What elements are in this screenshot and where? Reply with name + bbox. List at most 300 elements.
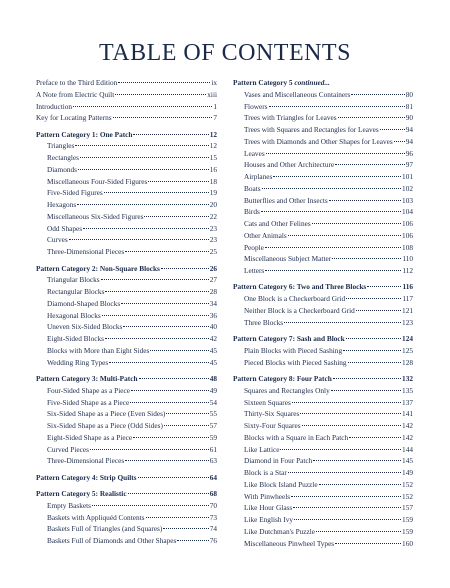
toc-page-number: 101 xyxy=(402,172,413,181)
toc-page-number: 117 xyxy=(402,294,413,304)
dot-leader xyxy=(346,338,401,339)
toc-entry[interactable] xyxy=(36,274,217,286)
toc-entry[interactable] xyxy=(36,89,217,101)
toc-entry-title: Sixty-Four Squares xyxy=(244,421,301,431)
toc-category-heading[interactable] xyxy=(36,373,217,385)
toc-page-number: 22 xyxy=(209,211,217,221)
dot-leader xyxy=(294,519,401,520)
toc-category-heading[interactable] xyxy=(233,373,413,385)
toc-right-column xyxy=(233,77,413,549)
toc-entry-title: Eight-Sided Shape as a Piece xyxy=(47,432,133,442)
dot-leader xyxy=(316,531,401,532)
toc-entry[interactable] xyxy=(233,253,413,265)
dot-leader xyxy=(121,303,209,304)
toc-page-number: 81 xyxy=(405,101,413,111)
dot-leader xyxy=(148,181,208,182)
toc-entry[interactable] xyxy=(36,432,217,444)
toc-entry[interactable] xyxy=(233,89,413,101)
dot-leader xyxy=(105,291,208,292)
toc-page-number: 159 xyxy=(402,515,413,525)
dot-leader xyxy=(131,390,209,391)
toc-page-number: 132 xyxy=(402,374,413,384)
toc-entry[interactable] xyxy=(36,444,217,456)
dot-leader xyxy=(177,540,208,541)
toc-entry[interactable] xyxy=(36,321,217,333)
toc-entry-title: Sixteen Squares xyxy=(244,397,291,407)
dot-leader xyxy=(128,493,209,494)
toc-entry[interactable] xyxy=(233,479,413,491)
dot-leader xyxy=(163,528,208,529)
dot-leader xyxy=(288,235,401,236)
toc-entry-title: Six-Sided Shape as a Piece (Even Sides) xyxy=(47,409,166,419)
toc-page-number: 55 xyxy=(209,409,217,419)
toc-entry[interactable] xyxy=(36,112,217,124)
toc-entry[interactable] xyxy=(233,148,413,160)
toc-page-number: 110 xyxy=(402,254,413,264)
dot-leader xyxy=(150,350,208,351)
toc-entry-title: Eight-Sided Blocks xyxy=(47,334,104,344)
dot-leader xyxy=(73,106,212,107)
toc-page-number: 74 xyxy=(209,524,217,534)
dot-leader xyxy=(90,449,209,450)
dot-leader xyxy=(138,477,209,478)
toc-entry-title: Five-Sided Shape as a Piece xyxy=(47,397,130,407)
toc-page-number: 152 xyxy=(402,491,413,501)
toc-entry-title: Trees with Squares and Rectangles for Leaves xyxy=(244,125,379,134)
toc-entry[interactable] xyxy=(233,293,413,305)
dot-leader xyxy=(102,315,209,316)
toc-entry[interactable] xyxy=(233,124,413,136)
dot-leader xyxy=(302,425,401,426)
toc-category-heading[interactable] xyxy=(233,281,413,293)
page-title: TABLE OF CONTENTS xyxy=(99,40,351,66)
toc-page-number: 103 xyxy=(402,195,413,205)
dot-leader xyxy=(113,117,213,118)
toc-page-number: 16 xyxy=(209,164,217,174)
toc-page-number: 142 xyxy=(402,421,413,431)
toc-category-heading[interactable] xyxy=(233,333,413,345)
toc-entry-title: Leaves xyxy=(244,148,265,158)
toc-entry-title: Empty Baskets xyxy=(47,500,91,510)
toc-entry-title: Like Dutchman's Puzzle xyxy=(244,526,316,536)
toc-entry-title: Vases and Miscellaneous Containers xyxy=(244,89,351,99)
toc-entry-title: Other Animals xyxy=(244,230,287,240)
dot-leader xyxy=(348,362,401,363)
toc-category-heading[interactable] xyxy=(36,488,217,500)
dot-leader xyxy=(125,251,209,252)
toc-page-number: 121 xyxy=(402,305,413,315)
toc-entry[interactable] xyxy=(233,218,413,230)
toc-entry[interactable] xyxy=(36,77,217,89)
toc-entry[interactable] xyxy=(233,408,413,420)
toc-entry-title: Miscellaneous Pinwheel Types xyxy=(244,538,335,548)
toc-entry[interactable] xyxy=(36,385,217,397)
toc-category-heading[interactable] xyxy=(36,472,217,484)
toc-page-number: 144 xyxy=(402,444,413,454)
dot-leader xyxy=(146,517,209,518)
dot-leader xyxy=(77,204,209,205)
toc-entry[interactable] xyxy=(36,333,217,345)
dot-leader xyxy=(78,169,209,170)
toc-page-number: 18 xyxy=(209,176,217,186)
toc-entry[interactable] xyxy=(233,357,413,369)
dot-leader xyxy=(380,129,405,130)
toc-entry-title: Plain Blocks with Pieced Sashing xyxy=(244,345,343,355)
toc-category-continued-heading xyxy=(233,77,413,89)
toc-entry-title: Diamond-Shaped Blocks xyxy=(47,298,121,308)
toc-entry-title: Trees with Triangles for Leaves xyxy=(244,113,337,123)
toc-entry[interactable] xyxy=(36,101,217,113)
toc-page-number: 54 xyxy=(209,397,217,407)
toc-entry[interactable] xyxy=(36,199,217,211)
dot-leader xyxy=(367,286,401,287)
toc-entry[interactable] xyxy=(233,206,413,218)
toc-entry-title: Rectangles xyxy=(47,153,80,163)
dot-leader xyxy=(265,247,401,248)
toc-entry-title: Hexagons xyxy=(47,200,77,210)
dot-leader xyxy=(269,106,405,107)
toc-entry-title: Like Hour Glass xyxy=(244,503,293,513)
toc-page-number: 159 xyxy=(402,526,413,536)
toc-entry-title: Airplanes xyxy=(244,172,273,181)
toc-entry[interactable] xyxy=(233,514,413,526)
toc-entry-title: Rectangular Blocks xyxy=(47,287,105,297)
dot-leader xyxy=(335,543,401,544)
toc-entry[interactable] xyxy=(36,223,217,235)
toc-entry[interactable] xyxy=(233,502,413,514)
toc-entry-title: Like Lattice xyxy=(244,444,280,454)
toc-entry-title: Flowers xyxy=(244,101,268,111)
dot-leader xyxy=(105,338,209,339)
toc-entry[interactable] xyxy=(233,305,413,317)
toc-entry-title: Squares and Rectangles Only xyxy=(244,385,330,395)
toc-heading-text: Pattern Category 5 xyxy=(233,78,295,87)
toc-entry-title: Diamonds xyxy=(47,164,77,174)
toc-entry[interactable] xyxy=(36,500,217,512)
toc-page-number: 1 xyxy=(213,101,217,111)
dot-leader xyxy=(343,350,401,351)
toc-entry-title: Thirty-Six Squares xyxy=(244,409,300,419)
toc-entry-title: Curved Pieces xyxy=(47,444,89,454)
toc-page-number: 36 xyxy=(209,310,217,320)
toc-page-number: 106 xyxy=(402,219,413,228)
toc-page-number: 45 xyxy=(209,357,217,367)
toc-entry-title: Pattern Category 8: Four Patch xyxy=(233,374,332,384)
dot-leader xyxy=(83,228,209,229)
dot-leader xyxy=(123,326,208,327)
dot-leader xyxy=(280,449,401,450)
toc-entry[interactable] xyxy=(36,234,217,246)
dot-leader xyxy=(291,496,401,497)
dot-leader xyxy=(261,211,401,212)
toc-entry[interactable] xyxy=(233,432,413,444)
toc-entry[interactable] xyxy=(36,310,217,322)
toc-page-number: 59 xyxy=(209,432,217,442)
toc-entry-title: Odd Shapes xyxy=(47,223,83,233)
dot-leader xyxy=(335,164,405,165)
toc-entry-title: Neither Block is a Checkerboard Grid xyxy=(244,305,355,315)
toc-page-number: 94 xyxy=(405,125,413,134)
dot-leader xyxy=(164,425,209,426)
toc-page-number: 68 xyxy=(209,489,217,499)
toc-entry-title: Like English Ivy xyxy=(244,515,294,525)
dot-leader xyxy=(109,362,209,363)
toc-entry[interactable] xyxy=(36,140,217,152)
toc-entry-title: Miscellaneous Six-Sided Figures xyxy=(47,211,144,221)
toc-page-number: 152 xyxy=(402,479,413,489)
toc-page-number: 137 xyxy=(402,397,413,407)
toc-page-number: 116 xyxy=(402,282,413,292)
toc-entry-title: Four-Sided Shape as a Piece xyxy=(47,385,130,395)
toc-entry[interactable] xyxy=(36,512,217,524)
dot-leader xyxy=(104,192,209,193)
toc-entry-title: Key for Locating Patterns xyxy=(36,113,112,123)
toc-page-number: 42 xyxy=(209,334,217,344)
dot-leader xyxy=(161,268,209,269)
toc-entry-title: Pattern Category 4: Strip Quilts xyxy=(36,472,137,482)
toc-page-number: 80 xyxy=(405,89,413,99)
toc-page-number: 49 xyxy=(209,385,217,395)
toc-entry[interactable] xyxy=(233,112,413,124)
toc-entry-title: Blocks with More than Eight Sides xyxy=(47,345,150,355)
toc-entry-title: Baskets with Appliquéd Contents xyxy=(47,512,145,522)
toc-continued-label: continued... xyxy=(294,78,330,87)
dot-leader xyxy=(273,176,401,177)
dot-leader xyxy=(265,270,401,271)
toc-entry[interactable] xyxy=(36,211,217,223)
toc-entry[interactable] xyxy=(233,444,413,456)
toc-page-number: 73 xyxy=(209,512,217,522)
toc-entry-title: Blocks with a Square in Each Patch xyxy=(244,432,349,442)
toc-page-number: 128 xyxy=(402,357,413,367)
toc-entry-title: A Note from Electric Quilt xyxy=(36,89,115,99)
toc-entry[interactable] xyxy=(36,164,217,176)
toc-entry-title: Miscellaneous Subject Matter xyxy=(244,254,332,264)
toc-entry-title: Birds xyxy=(244,207,260,217)
toc-entry[interactable] xyxy=(233,159,413,171)
toc-page-number: 40 xyxy=(209,322,217,332)
toc-page-number: 112 xyxy=(402,266,413,275)
dot-leader xyxy=(69,239,209,240)
dot-leader xyxy=(288,472,401,473)
toc-page-number: 45 xyxy=(209,345,217,355)
dot-leader xyxy=(346,298,401,299)
toc-entry[interactable] xyxy=(36,176,217,188)
dot-leader xyxy=(75,145,208,146)
toc-page-number: 96 xyxy=(405,148,413,158)
toc-page-number: 108 xyxy=(402,242,413,252)
toc-page-number: 125 xyxy=(402,345,413,355)
dot-leader xyxy=(331,390,401,391)
dot-leader xyxy=(266,153,405,154)
dot-leader xyxy=(329,200,401,201)
toc-page-number: 57 xyxy=(209,421,217,431)
dot-leader xyxy=(115,94,206,95)
toc-entry[interactable] xyxy=(233,420,413,432)
dot-leader xyxy=(300,413,401,414)
toc-entry-title: Hexagonal Blocks xyxy=(47,310,101,320)
dot-leader xyxy=(125,460,209,461)
toc-entry-title: Miscellaneous Four-Sided Figures xyxy=(47,176,148,186)
toc-page-number: xiii xyxy=(207,89,217,99)
toc-page-number: 23 xyxy=(209,223,217,233)
dot-leader xyxy=(351,94,404,95)
toc-entry[interactable] xyxy=(233,242,413,254)
toc-entry-title: Three-Dimensional Pieces xyxy=(47,247,125,257)
toc-entry[interactable] xyxy=(36,246,217,258)
toc-entry-title: Pattern Category 1: One Patch xyxy=(36,129,133,139)
toc-entry[interactable] xyxy=(36,187,217,199)
dot-leader xyxy=(80,157,209,158)
toc-entry[interactable] xyxy=(233,171,413,183)
toc-entry-title: Pieced Blocks with Pieced Sashing xyxy=(244,357,347,367)
toc-page-number: 104 xyxy=(402,207,413,217)
dot-leader xyxy=(262,188,401,189)
toc-entry-title: Pattern Category 7: Sash and Block xyxy=(233,334,345,344)
toc-page-number: 123 xyxy=(402,317,413,327)
toc-entry-title: Six-Sided Shape as a Piece (Odd Sides) xyxy=(47,421,163,431)
toc-entry[interactable] xyxy=(36,420,217,432)
dot-leader xyxy=(332,258,401,259)
toc-category-heading[interactable] xyxy=(36,129,217,141)
toc-entry[interactable] xyxy=(233,526,413,538)
toc-entry[interactable] xyxy=(233,397,413,409)
toc-entry[interactable] xyxy=(36,345,217,357)
toc-page-number: 48 xyxy=(209,374,217,384)
toc-page-number: 19 xyxy=(209,188,217,198)
toc-entry[interactable] xyxy=(233,345,413,357)
toc-entry[interactable] xyxy=(36,408,217,420)
toc-page-number: 27 xyxy=(209,275,217,285)
toc-entry-title: Letters xyxy=(244,266,265,275)
toc-entry-title: Triangles xyxy=(47,141,75,151)
toc-entry[interactable] xyxy=(233,455,413,467)
dot-leader xyxy=(101,279,209,280)
toc-page-number: 135 xyxy=(402,385,413,395)
toc-entry-title: Butterflies and Other Insects xyxy=(244,195,328,205)
dot-leader xyxy=(356,310,401,311)
dot-leader xyxy=(144,216,208,217)
toc-entry[interactable] xyxy=(233,136,413,148)
dot-leader xyxy=(139,378,209,379)
toc-entry-title: Three-Dimensional Pieces xyxy=(47,456,125,466)
dot-leader xyxy=(349,437,401,438)
toc-page-number: 94 xyxy=(405,136,413,146)
toc-page-number: 90 xyxy=(405,113,413,123)
toc-entry-title: Cats and Other Felines xyxy=(244,219,311,228)
toc-entry[interactable] xyxy=(233,491,413,503)
dot-leader xyxy=(292,402,401,403)
toc-page-number: 12 xyxy=(209,129,217,139)
toc-entry[interactable] xyxy=(233,385,413,397)
toc-entry[interactable] xyxy=(233,538,413,550)
toc-page-number: 64 xyxy=(209,472,217,482)
dot-leader xyxy=(293,507,401,508)
toc-page-number: ix xyxy=(211,78,217,87)
toc-entry[interactable] xyxy=(233,230,413,242)
toc-entry-title: One Block is a Checkerboard Grid xyxy=(244,294,346,304)
toc-entry-title: Uneven Six-Sided Blocks xyxy=(47,322,123,332)
toc-entry-title: Introduction xyxy=(36,101,73,111)
toc-entry[interactable] xyxy=(36,455,217,467)
toc-entry[interactable] xyxy=(233,101,413,113)
toc-page-number: 106 xyxy=(402,230,413,240)
toc-entry[interactable] xyxy=(233,317,413,329)
toc-page-number: 149 xyxy=(402,468,413,478)
toc-entry-title: With Pinwheels xyxy=(244,491,291,501)
toc-entry[interactable] xyxy=(36,286,217,298)
toc-entry-title: Baskets Full of Diamonds and Other Shapes xyxy=(47,536,177,546)
toc-entry[interactable] xyxy=(36,397,217,409)
toc-page-number: 102 xyxy=(402,183,413,193)
toc-entry-title: Like Block Island Puzzle xyxy=(244,479,318,489)
toc-entry-title: Pattern Category 2: Non-Square Blocks xyxy=(36,263,160,273)
dot-leader xyxy=(313,460,401,461)
toc-entry-title: Five-Sided Figures xyxy=(47,188,103,198)
toc-entry[interactable] xyxy=(36,523,217,535)
toc-page-number: 160 xyxy=(402,538,413,548)
toc-entry-title: People xyxy=(244,242,264,252)
toc-entry[interactable] xyxy=(36,535,217,547)
dot-leader xyxy=(333,378,401,379)
dot-leader xyxy=(130,402,208,403)
toc-entry-title: Preface to the Third Edition xyxy=(36,78,118,87)
toc-entry[interactable] xyxy=(36,298,217,310)
toc-entry[interactable] xyxy=(233,195,413,207)
dot-leader xyxy=(394,141,405,142)
toc-page-number: 28 xyxy=(209,287,217,297)
dot-leader xyxy=(92,505,209,506)
toc-entry[interactable] xyxy=(36,152,217,164)
toc-entry[interactable] xyxy=(233,265,413,277)
dot-leader xyxy=(338,117,405,118)
toc-page-number: 145 xyxy=(402,456,413,466)
toc-page-number: 157 xyxy=(402,503,413,513)
dot-leader xyxy=(166,413,208,414)
toc-page-number: 7 xyxy=(213,113,217,123)
toc-entry[interactable] xyxy=(36,357,217,369)
toc-entry-title: Houses and Other Architecture xyxy=(244,160,335,170)
toc-entry-title: Pattern Category 5: Realistic xyxy=(36,489,127,499)
toc-page-number: 142 xyxy=(402,432,413,442)
dot-leader xyxy=(133,134,208,135)
dot-leader xyxy=(312,223,401,224)
toc-entry[interactable] xyxy=(233,467,413,479)
toc-page-number: 61 xyxy=(209,444,217,454)
dot-leader xyxy=(284,322,401,323)
toc-entry[interactable] xyxy=(233,183,413,195)
toc-page-number: 15 xyxy=(209,153,217,163)
dot-leader xyxy=(118,82,210,83)
toc-page-number: 34 xyxy=(209,298,217,308)
toc-category-heading[interactable] xyxy=(36,263,217,275)
toc-left-column xyxy=(36,77,217,547)
toc-page-number: 141 xyxy=(402,409,413,419)
toc-entry-title: Baskets Full of Triangles (and Squares) xyxy=(47,524,163,534)
toc-page-number: 20 xyxy=(209,200,217,210)
toc-entry-title: Boats xyxy=(244,183,261,193)
toc-entry-title: Diamond in Four Patch xyxy=(244,456,313,466)
toc-entry-title: Pattern Category 6: Two and Three Blocks xyxy=(233,282,367,292)
toc-page-number: 97 xyxy=(405,160,413,170)
dot-leader xyxy=(133,437,209,438)
toc-page-number: 70 xyxy=(209,500,217,510)
toc-page-number: 12 xyxy=(209,141,217,151)
dot-leader xyxy=(319,484,401,485)
toc-page-number: 25 xyxy=(209,247,217,257)
toc-entry-title: Wedding Ring Types xyxy=(47,357,109,367)
toc-entry-title: Curves xyxy=(47,235,68,245)
